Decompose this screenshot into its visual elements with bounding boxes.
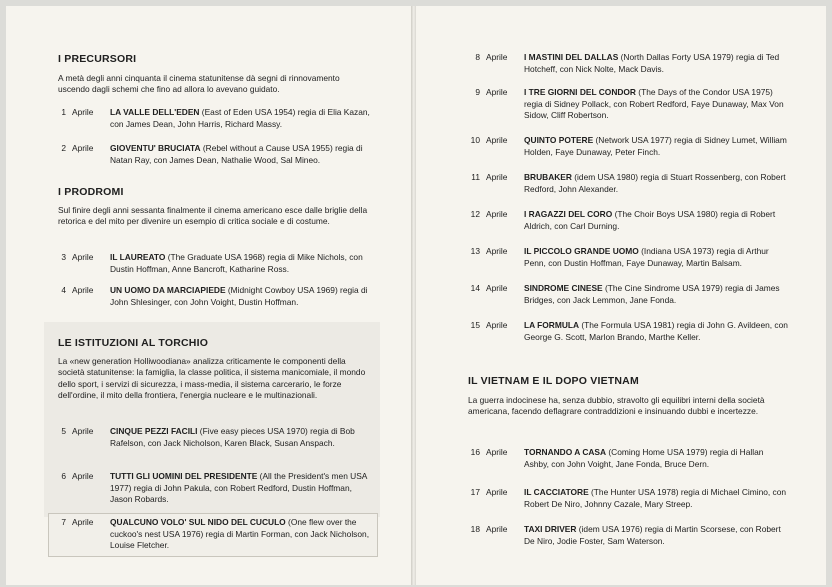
film-details: (The Formula USA 1981) regia di John G. Avildeen, con George G. Scott, Marlon Brando, Marthe Keller. bbox=[524, 320, 788, 342]
program-entry bbox=[52, 107, 370, 130]
entry-number: 12 bbox=[470, 209, 480, 219]
entry-number: 2 bbox=[61, 143, 66, 153]
film-title: BRUBAKER bbox=[524, 172, 572, 182]
entry-number: 13 bbox=[470, 246, 480, 256]
entry-month: Aprile bbox=[72, 517, 94, 527]
film-title: I TRE GIORNI DEL CONDOR bbox=[524, 87, 636, 97]
film-title: IL PICCOLO GRANDE UOMO bbox=[524, 246, 639, 256]
entry-month: Aprile bbox=[72, 107, 94, 117]
film-title: I RAGAZZI DEL CORO bbox=[524, 209, 613, 219]
program-entry bbox=[466, 447, 790, 470]
program-entry bbox=[466, 52, 790, 75]
film-details: (The Days of the Condor USA 1975) regia di Sidney Pollack, con Robert Redford, Faye Dunaway, Max Von Sidow, Cliff Robertson. bbox=[524, 87, 784, 121]
entry-month: Aprile bbox=[486, 209, 508, 219]
entry-month: Aprile bbox=[486, 87, 508, 97]
film-title: UN UOMO DA MARCIAPIEDE bbox=[110, 285, 226, 295]
program-entry bbox=[52, 252, 370, 275]
film-details: (Coming Home USA 1979) regia di Hallan Ashby, con John Voight, Jane Fonda, Bruce Dern. bbox=[524, 447, 764, 469]
program-entry bbox=[466, 524, 790, 547]
entry-number: 9 bbox=[475, 87, 480, 97]
film-title: GIOVENTU' BRUCIATA bbox=[110, 143, 201, 153]
section-intro-prodromi: Sul finire degli anni sessanta finalmente il cinema americano esce dalle briglie della retorica e del mito per divenire un esempio di critica sociale e di costume. bbox=[58, 205, 368, 227]
film-details: (Five easy pieces USA 1970) regia di Bob Rafelson, con Jack Nicholson, Karen Black, Susan Anspach. bbox=[110, 426, 355, 448]
film-title: TUTTI GLI UOMINI DEL PRESIDENTE bbox=[110, 471, 258, 481]
entry-number: 18 bbox=[470, 524, 480, 534]
entry-month: Aprile bbox=[486, 135, 508, 145]
program-entry bbox=[52, 471, 370, 506]
section-heading-istituzioni: LE ISTITUZIONI AL TORCHIO bbox=[58, 337, 209, 349]
film-details: (The Hunter USA 1978) regia di Michael Cimino, con Robert De Niro, Johnny Cazale, Mary Streep. bbox=[524, 487, 787, 509]
entry-month: Aprile bbox=[486, 283, 508, 293]
film-title: LA VALLE DELL'EDEN bbox=[110, 107, 200, 117]
entry-number: 8 bbox=[475, 52, 480, 62]
entry-month: Aprile bbox=[72, 285, 94, 295]
section-heading-prodromi: I PRODROMI bbox=[58, 186, 124, 198]
section-heading-precursori: I PRECURSORI bbox=[58, 53, 137, 65]
entry-month: Aprile bbox=[72, 143, 94, 153]
entry-month: Aprile bbox=[486, 487, 508, 497]
film-details: (All the President's men USA 1977) regia di John Pakula, con Robert Redford, Dustin Hoffman, Jason Robards. bbox=[110, 471, 367, 505]
program-entry bbox=[466, 283, 790, 306]
program-entry bbox=[466, 135, 790, 158]
program-entry bbox=[466, 246, 790, 269]
entry-month: Aprile bbox=[486, 524, 508, 534]
film-details: (idem USA 1976) regia di Martin Scorsese, con Robert De Niro, Jodie Foster, Sam Waterson. bbox=[524, 524, 781, 546]
entry-number: 3 bbox=[61, 252, 66, 262]
film-title: TAXI DRIVER bbox=[524, 524, 577, 534]
film-title: SINDROME CINESE bbox=[524, 283, 603, 293]
entry-number: 5 bbox=[61, 426, 66, 436]
entry-month: Aprile bbox=[486, 172, 508, 182]
section-heading-vietnam: IL VIETNAM E IL DOPO VIETNAM bbox=[468, 375, 639, 387]
film-details: (Indiana USA 1973) regia di Arthur Penn, con Dustin Hoffman, Faye Dunaway, Martin Balsam. bbox=[524, 246, 769, 268]
section-intro-precursori: A metà degli anni cinquanta il cinema statunitense dà segni di rinnovamento uscendo dagli schemi che fino ad allora lo avevano guidato. bbox=[58, 73, 340, 95]
film-title: LA FORMULA bbox=[524, 320, 580, 330]
film-details: (East of Eden USA 1954) regia di Elia Kazan, con James Dean, John Harris, Richard Massy. bbox=[110, 107, 370, 129]
program-entry bbox=[466, 320, 790, 343]
film-details: (The Graduate USA 1968) regia di Mike Nichols, con Dustin Hoffman, Anne Bancroft, Katharine Ross. bbox=[110, 252, 363, 274]
film-details: (One flew over the cuckoo's nest USA 1976) regia di Martin Forman, con Jack Nicholson, Louise Fletcher. bbox=[110, 517, 370, 551]
film-title: TORNANDO A CASA bbox=[524, 447, 607, 457]
entry-number: 16 bbox=[470, 447, 480, 457]
program-entry bbox=[52, 143, 370, 166]
program-entry bbox=[466, 487, 790, 510]
film-title: IL CACCIATORE bbox=[524, 487, 589, 497]
film-details: (Network USA 1977) regia di Sidney Lumet, William Holden, Faye Dunaway, Peter Finch. bbox=[524, 135, 787, 157]
film-details: (idem USA 1980) regia di Stuart Rossenberg, con Robert Redford, John Alexander. bbox=[524, 172, 786, 194]
entry-number: 7 bbox=[61, 517, 66, 527]
film-details: (North Dallas Forty USA 1979) regia di Ted Hotcheff, con Nick Nolte, Mack Davis. bbox=[524, 52, 780, 74]
left-page bbox=[6, 6, 412, 585]
entry-number: 10 bbox=[470, 135, 480, 145]
entry-number: 15 bbox=[470, 320, 480, 330]
program-entry bbox=[466, 87, 790, 122]
program-entry bbox=[52, 285, 370, 308]
section-intro-vietnam: La guerra indocinese ha, senza dubbio, stravolto gli equilibri interni della società americana, facendo deflagrare contraddizioni e insinuando dubbi e incertezze. bbox=[468, 395, 765, 417]
film-title: CINQUE PEZZI FACILI bbox=[110, 426, 198, 436]
film-title: QUINTO POTERE bbox=[524, 135, 594, 145]
film-title: IL LAUREATO bbox=[110, 252, 166, 262]
entry-number: 6 bbox=[61, 471, 66, 481]
entry-month: Aprile bbox=[72, 252, 94, 262]
entry-month: Aprile bbox=[72, 426, 94, 436]
film-details: (The Cine Sindrome USA 1979) regia di James Bridges, con Jack Lemmon, Jane Fonda. bbox=[524, 283, 780, 305]
program-entry bbox=[52, 517, 370, 552]
film-details: (Midnight Cowboy USA 1969) regia di John Shlesinger, con John Voight, Dustin Hoffman. bbox=[110, 285, 368, 307]
right-page bbox=[416, 6, 826, 585]
entry-number: 17 bbox=[470, 487, 480, 497]
entry-month: Aprile bbox=[486, 246, 508, 256]
entry-number: 1 bbox=[61, 107, 66, 117]
entry-number: 4 bbox=[61, 285, 66, 295]
program-entry bbox=[466, 172, 790, 195]
entry-month: Aprile bbox=[72, 471, 94, 481]
film-title: I MASTINI DEL DALLAS bbox=[524, 52, 619, 62]
film-details: (The Choir Boys USA 1980) regia di Robert Aldrich, con Carl Durning. bbox=[524, 209, 776, 231]
entry-month: Aprile bbox=[486, 320, 508, 330]
program-entry bbox=[52, 426, 370, 449]
entry-month: Aprile bbox=[486, 447, 508, 457]
film-title: QUALCUNO VOLO' SUL NIDO DEL CUCULO bbox=[110, 517, 286, 527]
entry-number: 11 bbox=[471, 172, 480, 182]
program-entry bbox=[466, 209, 790, 232]
entry-number: 14 bbox=[470, 283, 480, 293]
section-intro-istituzioni: La «new generation Holliwoodiana» analizza criticamente le componenti della società statunitense: la famiglia, la classe politica, il sistema manicomiale, il mondo dello sport, i servizi di sicurezza, i mass-media, il sistema carcerario, le forze dell'ordine, il mito della frontiera, l'energia nucleare e le multinazionali. bbox=[58, 356, 366, 400]
film-details: (Rebel without a Cause USA 1955) regia di Natan Ray, con James Dean, Nathalie Wood, Sal Mineo. bbox=[110, 143, 363, 165]
entry-month: Aprile bbox=[486, 52, 508, 62]
